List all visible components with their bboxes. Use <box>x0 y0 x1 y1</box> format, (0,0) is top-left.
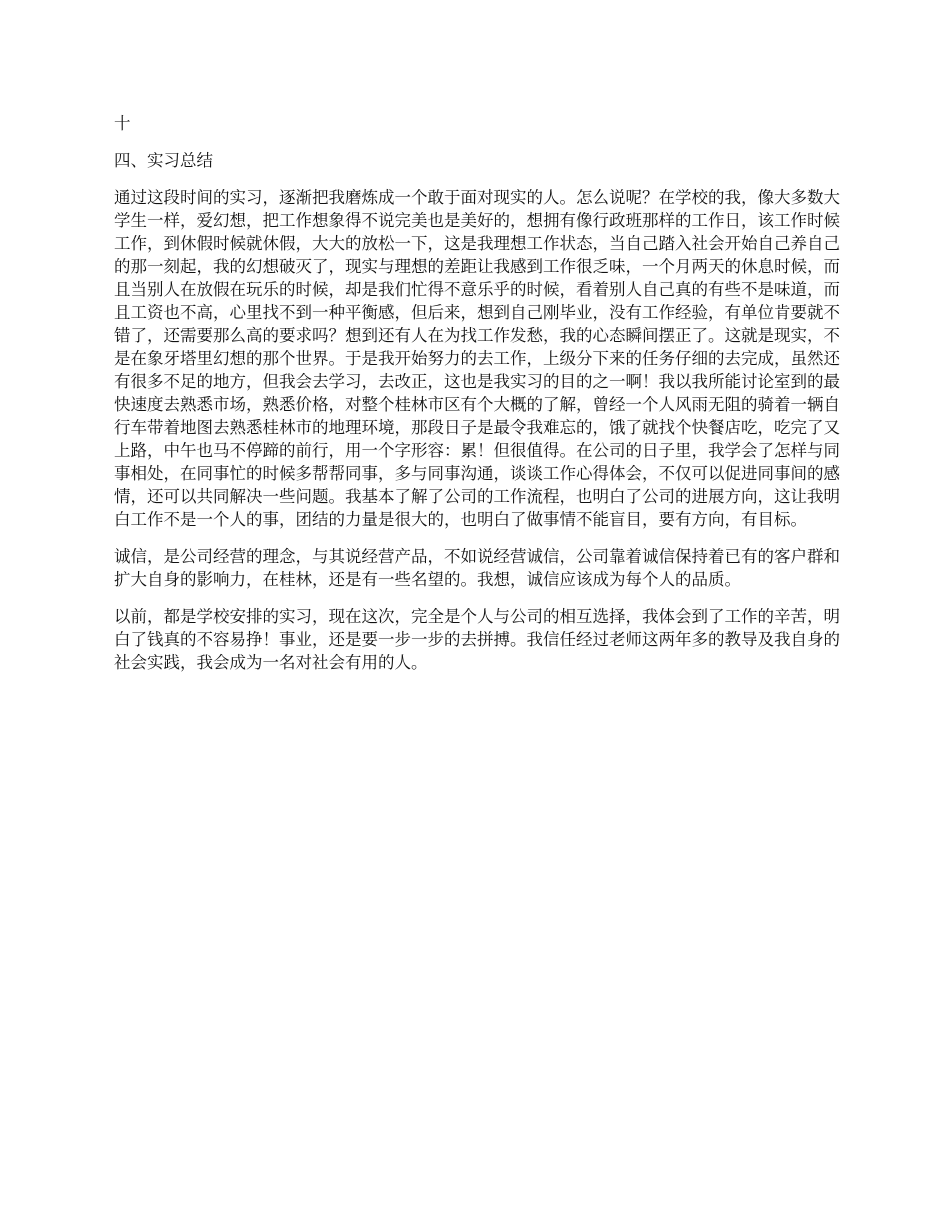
paragraph-conclusion: 以前，都是学校安排的实习，现在这次，完全是个人与公司的相互选择，我体会到了工作的辛苦，明白了钱真的不容易挣！事业，还是要一步一步的去拼搏。我信任经过老师这两年多的教导及我自身的社会实践，我会成为一名对社会有用的人。 <box>114 607 840 672</box>
document-body <box>114 112 840 688</box>
paragraph-internship-experience: 通过这段时间的实习，逐渐把我磨炼成一个敢于面对现实的人。怎么说呢？在学校的我，像大多数大学生一样，爱幻想，把工作想象得不说完美也是美好的，想拥有像行政班那样的工作日，该工作时候工作，到休假时候就休假，大大的放松一下，这是我理想工作状态，当自己踏入社会开始自己养自己的那一刻起，我的幻想破灭了，现实与理想的差距让我感到工作很乏味，一个月两天的休息时候，而且当别人在放假在玩乐的时候，却是我们忙得不意乐乎的时候，看着别人自己真的有些不是味道，而且工资也不高，心里找不到一种平衡感，但后来，想到自己刚毕业，没有工作经验，有单位肯要就不错了，还需要那么高的要求吗？想到还有人在为找工作发愁，我的心态瞬间摆正了。这就是现实，不是在象牙塔里幻想的那个世界。于是我开始努力的去工作，上级分下来的任务仔细的去完成，虽然还有很多不足的地方，但我会去学习，去改正，这也是我实习的目的之一啊！我以我所能讨论室到的最快速度去熟悉市场，熟悉价格，对整个桂林市区有个大概的了解，曾经一个人风雨无阻的骑着一辆自行车带着地图去熟悉桂林市的地理环境，那段日子是最令我难忘的，饿了就找个快餐店吃，吃完了又上路，中午也马不停蹄的前行，用一个字形容：累！但很值得。在公司的日子里，我学会了怎样与同事相处，在同事忙的时候多帮帮同事，多与同事沟通，谈谈工作心得体会，不仅可以促进同事间的感情，还可以共同解决一些问题。我基本了解了公司的工作流程，也明白了公司的进展方向，这让我明白工作不是一个人的事，团结的力量是很大的，也明白了做事情不能盲目，要有方向，有目标。 <box>114 188 840 529</box>
section-heading: 四、实习总结 <box>114 151 213 170</box>
page-marker: 十 <box>114 114 131 133</box>
paragraph-integrity: 诚信，是公司经营的理念，与其说经营产品，不如说经营诚信，公司靠着诚信保持着已有的客户群和扩大自身的影响力，在桂林，还是有一些名望的。我想，诚信应该成为每个人的品质。 <box>114 547 840 589</box>
